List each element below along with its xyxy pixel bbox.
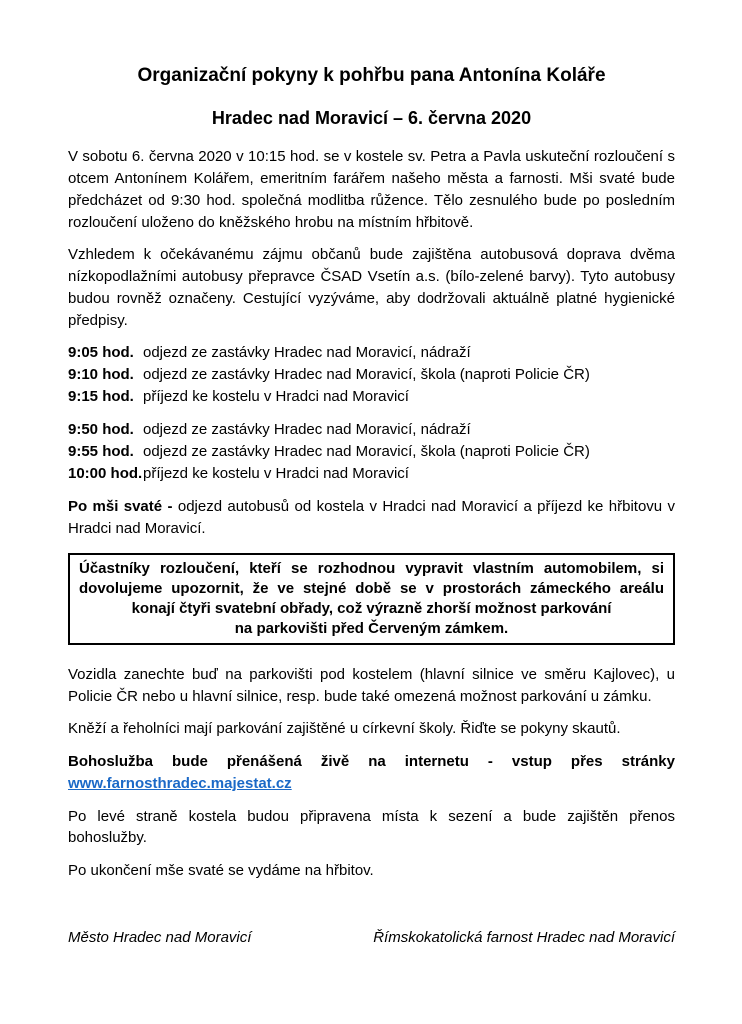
schedule-row <box>68 342 675 364</box>
schedule-row <box>68 386 675 408</box>
schedule-desc: odjezd ze zastávky Hradec nad Moravicí, škola (naproti Policie ČR) <box>143 366 590 384</box>
broadcast-paragraph <box>68 751 675 795</box>
seating-paragraph: Po levé straně kostela budou připravena místa k sezení a bude zajištěn přenos bohoslužby. <box>68 807 675 847</box>
after-mass-text: odjezd autobusů od kostela v Hradci nad Moravicí a příjezd ke hřbitovu v Hradci nad Moravicí. <box>68 498 675 537</box>
after-mass-lead: Po mši svaté - <box>68 498 173 516</box>
document-subtitle: Hradec nad Moravicí – 6. června 2020 <box>211 107 532 128</box>
schedule-row <box>68 463 675 485</box>
document-title: Organizační pokyny k pohřbu pana Antonína Koláře <box>137 65 606 86</box>
schedule-time: 9:05 hod. <box>68 344 134 362</box>
broadcast-lead: Bohoslužba bude přenášená živě na internetu - vstup přes stránky <box>68 753 675 770</box>
schedule-desc: odjezd ze zastávky Hradec nad Moravicí, škola (naproti Policie ČR) <box>143 443 590 461</box>
parking-paragraph: Vozidla zanechte buď na parkovišti pod kostelem (hlavní silnice ve směru Kajlovec), u Policie ČR nebo u hlavní silnice, resp. bude také omezená možnost parkování u zámku. <box>68 665 675 705</box>
bus-schedule-late <box>68 419 675 485</box>
signature-row <box>68 927 675 949</box>
schedule-time: 10:00 hod. <box>68 465 143 483</box>
schedule-row <box>68 364 675 386</box>
schedule-time: 9:15 hod. <box>68 388 134 406</box>
notice-line: dovolujeme upozornit, že ve stejné době se v prostorách zámeckého areálu <box>79 579 664 597</box>
city-signature: Město Hradec nad Moravicí <box>68 928 252 946</box>
priests-parking-paragraph: Kněží a řeholníci mají parkování zajištěné u církevní školy. Řiďte se pokyny skautů. <box>68 720 621 738</box>
notice-line: na parkovišti před Červeným zámkem. <box>234 619 509 637</box>
parking-notice-box <box>68 553 675 645</box>
intro-paragraph: V sobotu 6. června 2020 v 10:15 hod. se v kostele sv. Petra a Pavla uskuteční rozloučení s otcem Antonínem Kolářem, emeritním farářem našeho města a farnosti. Mši svaté bude předcházet od 9:30 hod. společná modlitba růžence. Tělo zesnulého bude po posledním rozloučení uloženo do kněžského hrobu na místním hřbitově. <box>68 148 675 231</box>
schedule-time: 9:55 hod. <box>68 443 134 461</box>
schedule-time: 9:10 hod. <box>68 366 134 384</box>
schedule-desc: příjezd ke kostelu v Hradci nad Moravicí <box>143 465 409 483</box>
bus-schedule-morning <box>68 342 675 408</box>
schedule-row <box>68 419 675 441</box>
schedule-desc: odjezd ze zastávky Hradec nad Moravicí, nádraží <box>143 344 471 362</box>
schedule-row <box>68 441 675 463</box>
parish-website-link[interactable]: www.farnosthradec.majestat.cz <box>68 774 292 792</box>
parish-signature: Římskokatolická farnost Hradec nad Moravicí <box>373 928 675 946</box>
cemetery-paragraph: Po ukončení mše svaté se vydáme na hřbitov. <box>68 862 374 879</box>
notice-line: konají čtyři svatební obřady, což výrazně zhorší možnost parkování <box>131 599 612 617</box>
bus-transport-paragraph: Vzhledem k očekávanému zájmu občanů bude zajištěna autobusová doprava dvěma nízkopodlažními autobusy přepravce ČSAD Vsetín a.s. (bílo-zelené barvy). Tyto autobusy budou rovněž označeny. Cestující vyzýváme, aby dodržovali aktuálně platné hygienické předpisy. <box>68 246 675 329</box>
schedule-desc: příjezd ke kostelu v Hradci nad Moravicí <box>143 388 409 406</box>
schedule-time: 9:50 hod. <box>68 421 134 439</box>
schedule-desc: odjezd ze zastávky Hradec nad Moravicí, nádraží <box>143 421 471 439</box>
notice-line: Účastníky rozloučení, kteří se rozhodnou vypravit vlastním automobilem, si <box>79 559 664 577</box>
after-mass-paragraph <box>68 496 675 540</box>
